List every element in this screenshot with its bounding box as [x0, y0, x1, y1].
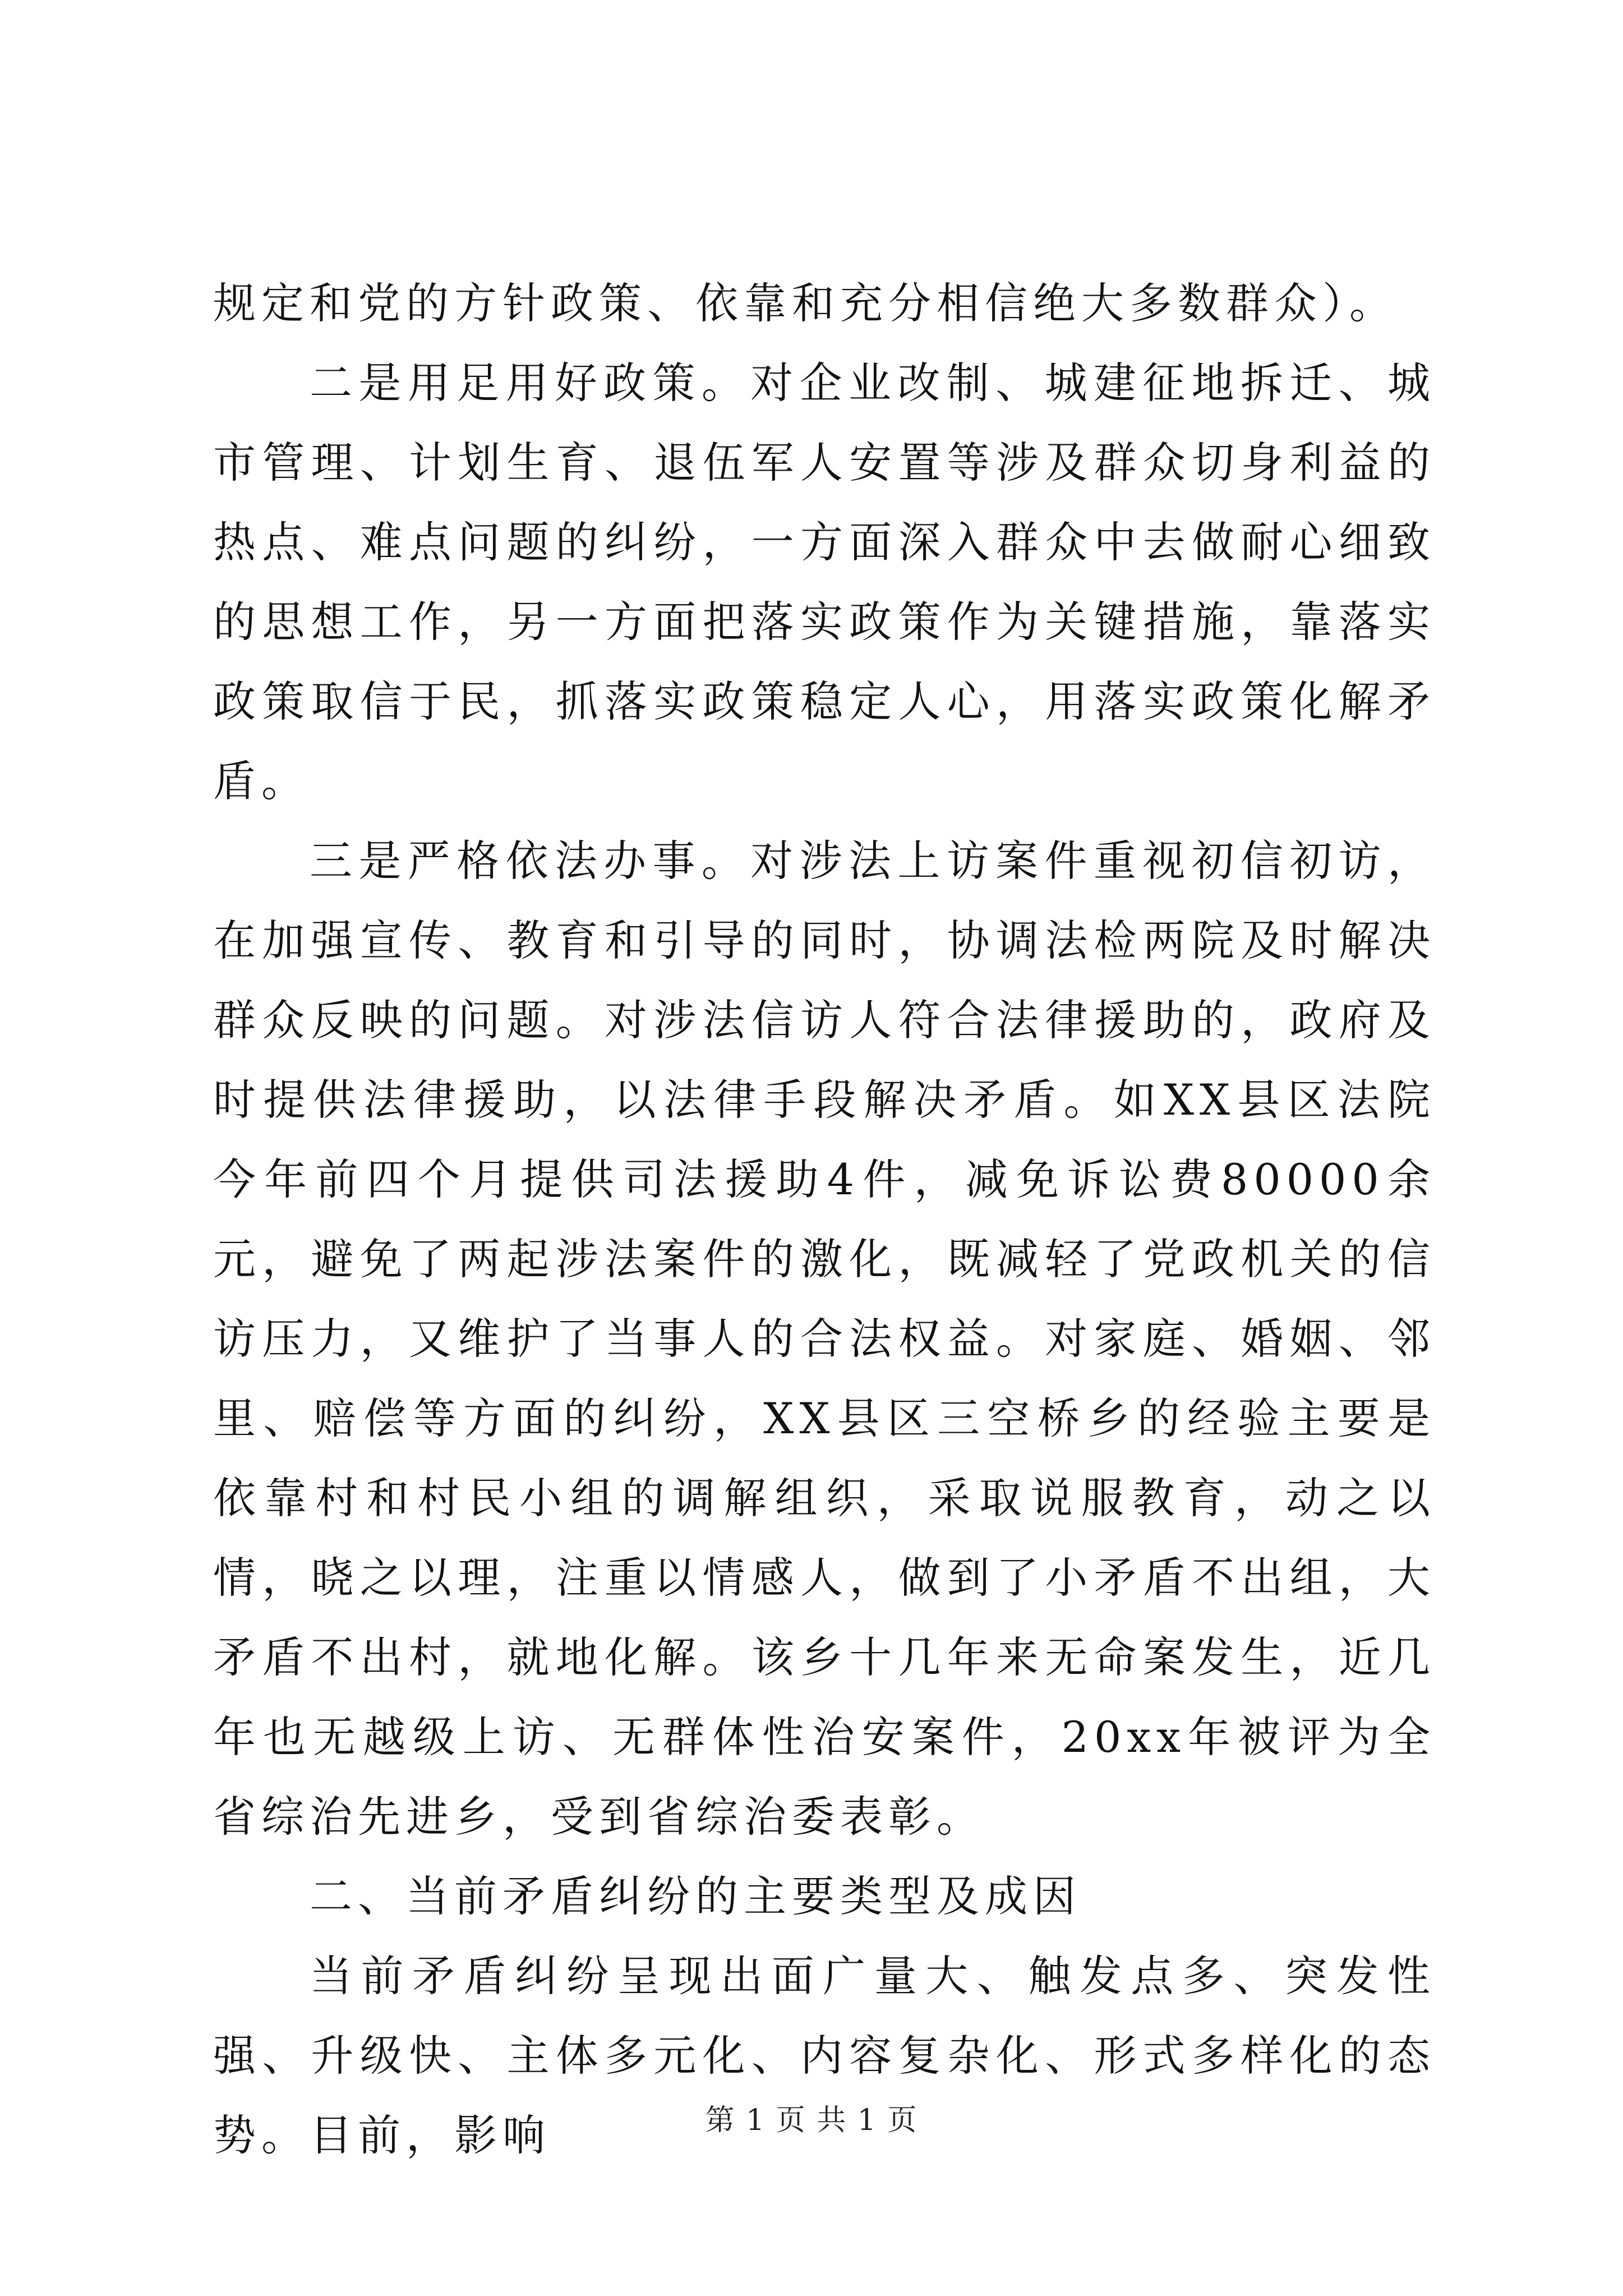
section-heading: 二、当前矛盾纠纷的主要类型及成因: [310, 1871, 1081, 1921]
paragraph-1: 规定和党的方针政策、依靠和充分相信绝大多数群众）。: [213, 278, 1398, 328]
paragraph-5: 当前矛盾纠纷呈现出面广量大、触发点多、突发性强、升级快、主体多元化、内容复杂化、形式多样化的态势。目前，影响: [213, 1951, 1436, 2160]
paragraph-3: 三是严格依法办事。对涉法上访案件重视初信初访，在加强宣传、教育和引导的同时，协调法检两院及时解决群众反映的问题。对涉法信访人符合法律援助的，政府及时提供法律援助，以法律手段解决矛盾。如XX县区法院今年前四个月提供司法援助4件，减免诉讼费80000余元，避免了两起涉法案件的激化，既减轻了党政机关的信访压力，又维护了当事人的合法权益。对家庭、婚姻、邻里、赔偿等方面的纠纷，XX县区三空桥乡的经验主要是依靠村和村民小组的调解组织，采取说服教育，动之以情，晓之以理，注重以情感人，做到了小矛盾不出组，大矛盾不出村，就地化解。该乡十几年来无命案发生，近几年也无越级上访、无群体性治安案件，20xx年被评为全省综治先进乡，受到省综治委表彰。: [213, 836, 1436, 1842]
page-footer: 第 1 页 共 1 页: [705, 2104, 918, 2137]
paragraph-2: 二是用足用好政策。对企业改制、城建征地拆迁、城市管理、计划生育、退伍军人安置等涉及群众切身利益的热点、难点问题的纠纷，一方面深入群众中去做耐心细致的思想工作，另一方面把落实政策作为关键措施，靠落实政策取信于民，抓落实政策稳定人心，用落实政策化解矛盾。: [213, 358, 1436, 806]
document-body: [213, 264, 1436, 2175]
